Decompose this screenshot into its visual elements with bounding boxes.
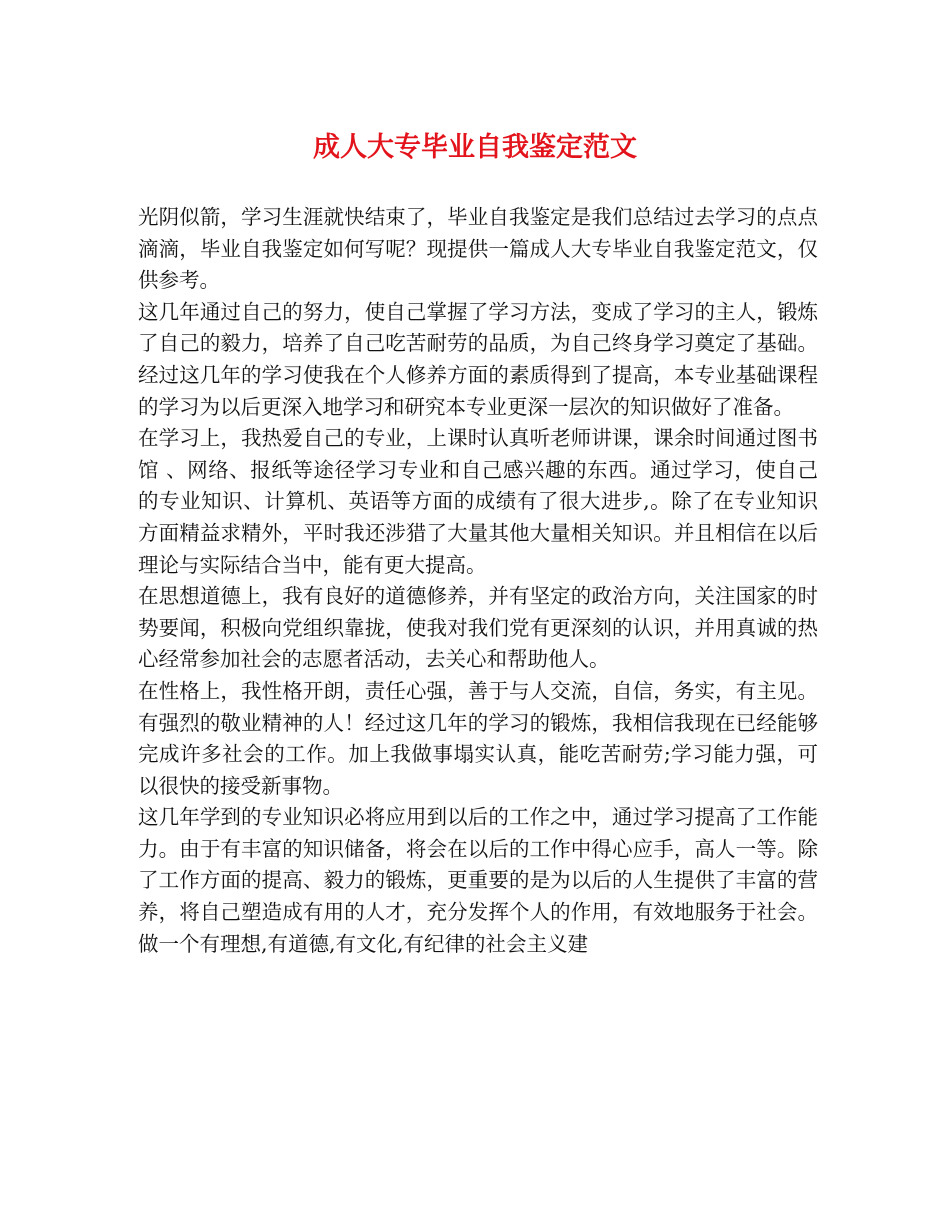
paragraph-future: 这几年学到的专业知识必将应用到以后的工作之中，通过学习提高了工作能力。由于有丰富的知识储备，将会在以后的工作中得心应手，高人一等。除了工作方面的提高、毅力的锻炼，更重要的是为以后的人生提供了丰富的营养，将自己塑造成有用的人才，充分发挥个人的作用，有效地服务于社会。做一个有理想,有道德,有文化,有纪律的社会主义建 [138, 805, 818, 956]
paragraph-study: 在学习上，我热爱自己的专业，上课时认真听老师讲课，课余时间通过图书馆 、网络、报纸等途径学习专业和自己感兴趣的东西。通过学习，使自己的专业知识、计算机、英语等方面的成绩有了很大进步,。除了在专业知识方面精益求精外，平时我还涉猎了大量其他大量相关知识。并且相信在以后理论与实际结合当中，能有更大提高。 [138, 426, 818, 577]
document-title: 成人大专毕业自我鉴定范文 [313, 132, 637, 163]
paragraph-morality: 在思想道德上，我有良好的道德修养，并有坚定的政治方向，关注国家的时势要闻，积极向党组织靠拢，使我对我们党有更深刻的认识，并用真诚的热心经常参加社会的志愿者活动，去关心和帮助他人。 [138, 584, 818, 672]
paragraph-effort: 这几年通过自己的努力，使自己掌握了学习方法，变成了学习的主人，锻炼了自己的毅力，培养了自己吃苦耐劳的品质，为自己终身学习奠定了基础。经过这几年的学习使我在个人修养方面的素质得到了提高，本专业基础课程的学习为以后更深入地学习和研究本专业更深一层次的知识做好了准备。 [138, 299, 818, 419]
paragraph-intro: 光阴似箭，学习生涯就快结束了，毕业自我鉴定是我们总结过去学习的点点滴滴，毕业自我鉴定如何写呢？现提供一篇成人大专毕业自我鉴定范文，仅供参考。 [138, 205, 818, 293]
document-body [138, 202, 818, 960]
paragraph-character: 在性格上，我性格开朗，责任心强，善于与人交流，自信，务实，有主见。 有强烈的敬业精神的人！经过这几年的学习的锻炼，我相信我现在已经能够完成许多社会的工作。加上我做事塌实认真，能吃苦耐劳;学习能力强，可以很快的接受新事物。 [138, 678, 818, 798]
